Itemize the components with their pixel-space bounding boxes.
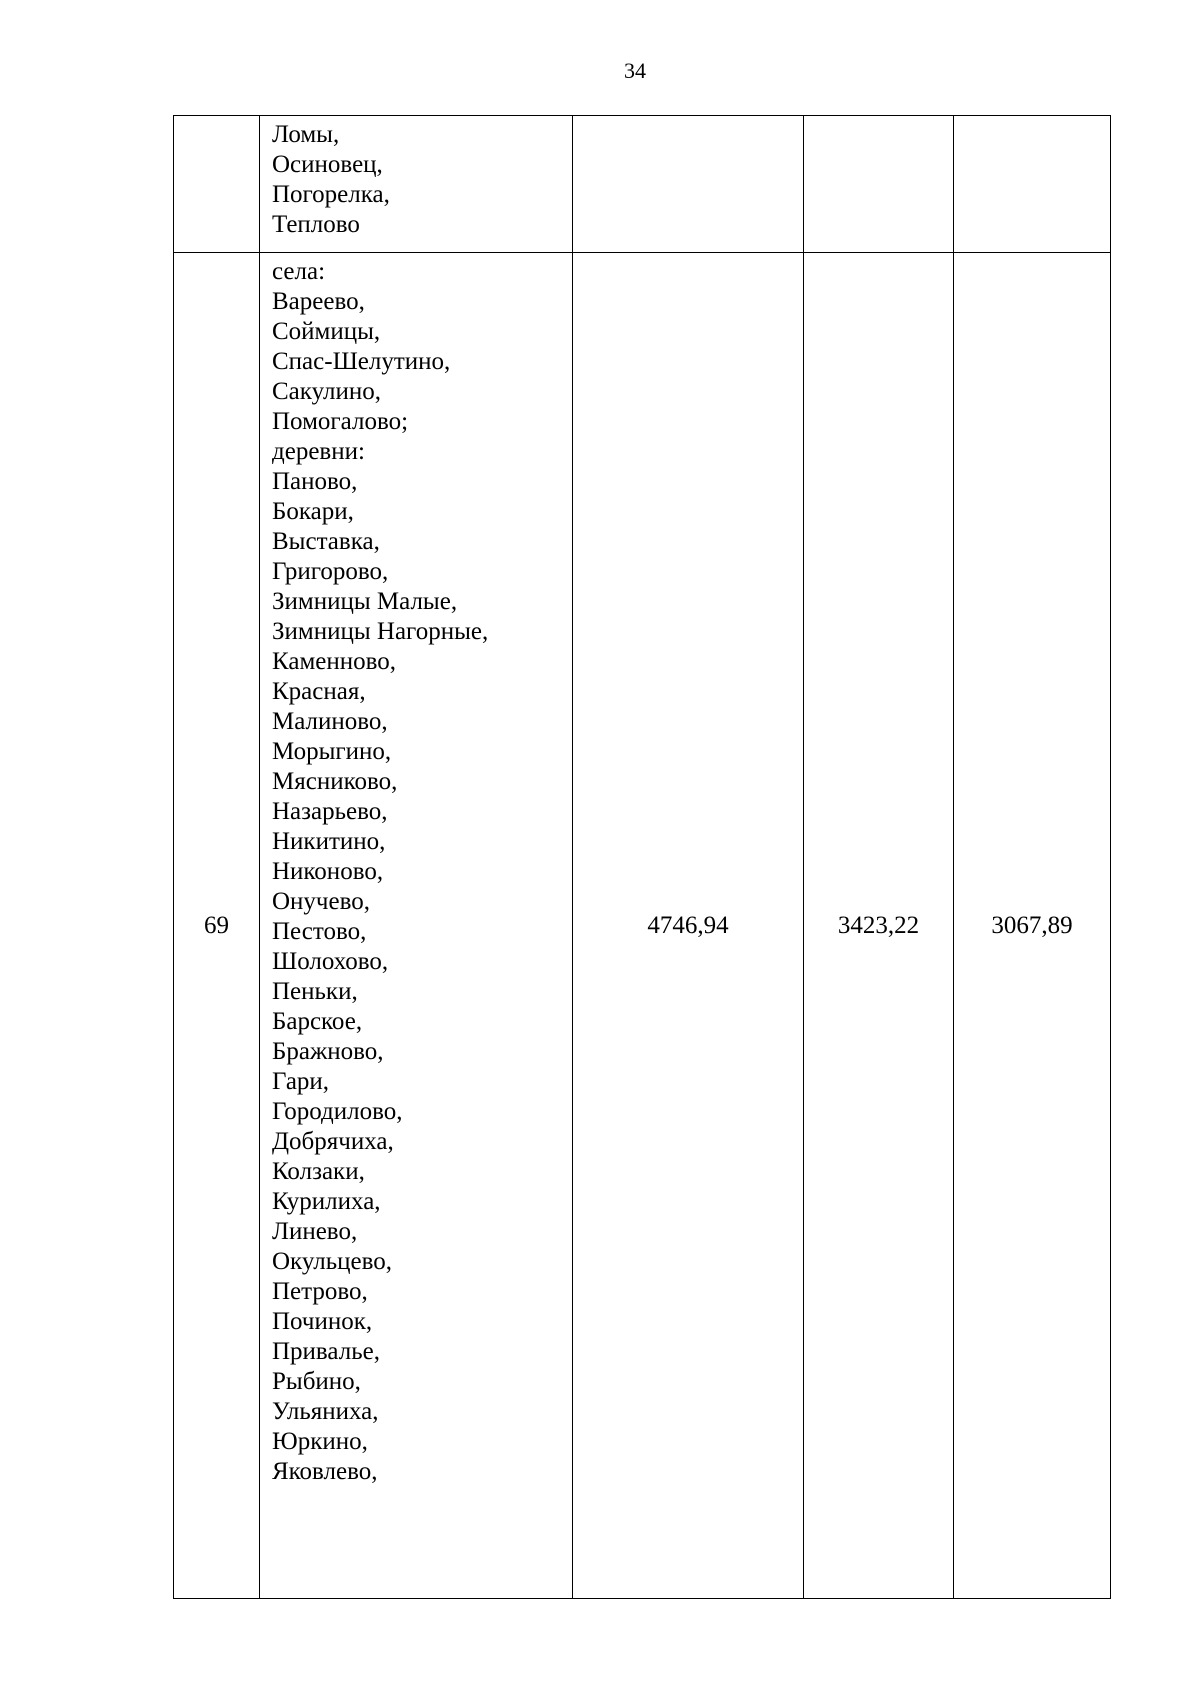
settlement-name: Ломы,: [272, 121, 340, 148]
settlements-list: [272, 120, 572, 240]
settlement-name: Соймицы,: [272, 318, 381, 345]
settlement-name: Григорово,: [272, 558, 389, 585]
settlement-name: Привалье,: [272, 1338, 380, 1365]
value-1-cell: [573, 116, 804, 253]
value-2-cell: [804, 116, 954, 253]
value-1-cell: 4746,94: [573, 253, 804, 1599]
settlement-name: Окульцево,: [272, 1248, 392, 1275]
table-row: [174, 116, 1111, 253]
settlement-name: Малиново,: [272, 708, 388, 735]
settlement-name: Сакулино,: [272, 378, 381, 405]
settlements-list: [272, 257, 572, 1487]
tariff-table: [173, 115, 1111, 1599]
settlements-cell: [260, 253, 573, 1599]
settlement-name: Бражново,: [272, 1038, 384, 1065]
value-3-cell: [954, 116, 1111, 253]
settlement-name: Колзаки,: [272, 1158, 365, 1185]
settlement-name: Петрово,: [272, 1278, 368, 1305]
settlement-name: Городилово,: [272, 1098, 403, 1125]
settlement-name: Рыбино,: [272, 1368, 361, 1395]
row-number-cell: 69: [174, 253, 260, 1599]
settlement-name: Бокари,: [272, 498, 354, 525]
settlement-name: Помогалово;: [272, 408, 409, 435]
settlement-name: Вареево,: [272, 288, 365, 315]
settlement-name: Юркино,: [272, 1428, 368, 1455]
settlement-name: Шолохово,: [272, 948, 389, 975]
settlement-name: Мясниково,: [272, 768, 398, 795]
settlement-name: Никоново,: [272, 858, 384, 885]
settlement-name: Починок,: [272, 1308, 373, 1335]
settlement-name: Зимницы Малые,: [272, 588, 458, 615]
settlement-name: Пестово,: [272, 918, 367, 945]
settlement-name: Никитино,: [272, 828, 386, 855]
settlement-name: деревни:: [272, 438, 365, 465]
value-2-cell: 3423,22: [804, 253, 954, 1599]
page-number: 34: [624, 58, 646, 83]
settlement-name: Линево,: [272, 1218, 358, 1245]
settlement-name: Зимницы Нагорные,: [272, 618, 489, 645]
settlement-name: Осиновец,: [272, 151, 383, 178]
settlement-name: Пеньки,: [272, 978, 358, 1005]
settlement-name: Барское,: [272, 1008, 363, 1035]
settlement-name: Яковлево,: [272, 1458, 378, 1485]
settlement-name: Каменново,: [272, 648, 396, 675]
settlement-name: Назарьево,: [272, 798, 388, 825]
settlement-name: Погорелка,: [272, 181, 390, 208]
settlement-name: Спас-Шелутино,: [272, 348, 451, 375]
settlement-name: села:: [272, 258, 326, 285]
settlement-name: Паново,: [272, 468, 358, 495]
settlement-name: Морыгино,: [272, 738, 392, 765]
settlement-name: Курилиха,: [272, 1188, 381, 1215]
table-row: [174, 253, 1111, 1599]
settlement-name: Выставка,: [272, 528, 380, 555]
settlement-name: Красная,: [272, 678, 366, 705]
settlement-name: Гари,: [272, 1068, 330, 1095]
settlements-cell: [260, 116, 573, 253]
settlement-name: Онучево,: [272, 888, 370, 915]
row-number-cell: [174, 116, 260, 253]
settlement-name: Теплово: [272, 211, 360, 238]
settlement-name: Ульяниха,: [272, 1398, 379, 1425]
settlement-name: Добрячиха,: [272, 1128, 394, 1155]
value-3-cell: 3067,89: [954, 253, 1111, 1599]
